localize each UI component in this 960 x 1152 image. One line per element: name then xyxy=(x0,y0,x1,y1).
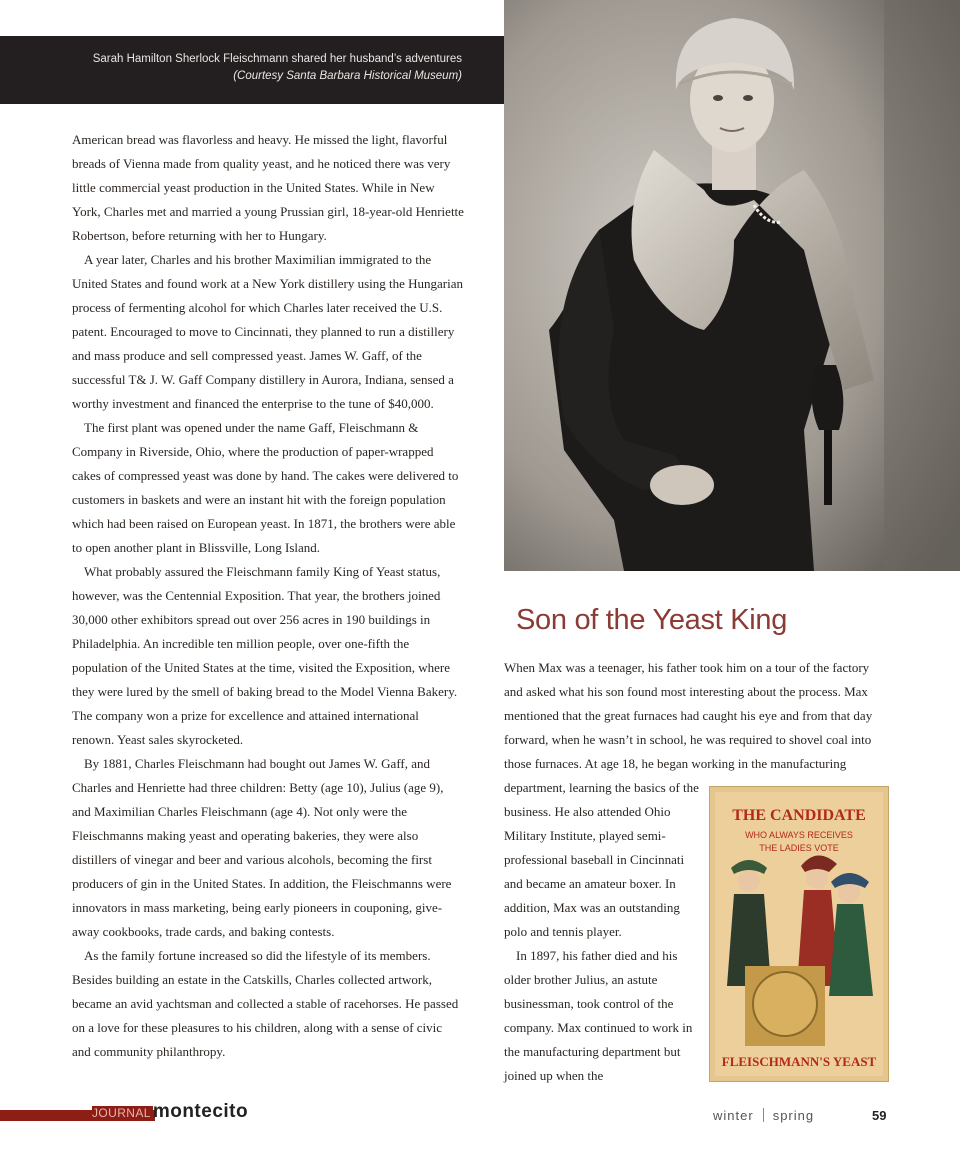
logo-montecito: montecito xyxy=(152,1101,249,1122)
section-heading: Son of the Yeast King xyxy=(516,604,788,636)
page-number: 59 xyxy=(872,1108,887,1123)
paragraph: As the family fortune increased so did the lifestyle of its members. Besides building an estate in the Catskills, Charles collected artwork, became an avid yachtsman and collected a stable of racehorses. He passed on a love for these pleasures to his children, along with a sense of civic and community philanthropy. xyxy=(72,948,459,1059)
paragraph: When Max was a teenager, his father took him on a tour of the factory and asked what his son found most interesting about the process. Max mentioned that the great furnaces had caught his eye and from that day forward, when he wasn’t in school, he was required to shovel coal into those furnaces. At age 18, he began working in the manufacturing xyxy=(504,660,873,771)
portrait-illustration xyxy=(504,0,960,571)
paragraph: By 1881, Charles Fleischmann had bought out James W. Gaff, and Charles and Henriette had three children: Betty (age 10), Julius (age 9), and Maximilian Charles Fleischmann (age 4). Not only were the Fleischmanns making yeast and operating bakeries, they were also distillers of vinegar and beer and various alcohols, becoming the first producers of gin in the United States. In addition, the Fleischmanns were innovators in mass marketing, being early pioneers in couponing, give-away cookbooks, trade cards, and baking contests. xyxy=(72,756,452,939)
tradecard-subtitle: THE LADIES VOTE xyxy=(759,843,839,853)
paragraph: A year later, Charles and his brother Maximilian immigrated to the United States and found work at a New York distillery using the Hungarian process of fermenting alcohol for which Charles later received the U.S. patent. Encouraged to move to Cincinnati, they planned to run a distillery and mass produce and sell compressed yeast. James W. Gaff, of the successful T& J. W. Gaff Company distillery in Aurora, Indiana, sensed a worthy investment and financed the enterprise to the tune of $40,000. xyxy=(72,252,464,411)
logo-journal: JOURNAL xyxy=(92,1106,151,1120)
paragraph: What probably assured the Fleischmann family King of Yeast status, however, was the Centennial Exposition. That year, the brothers joined 30,000 other exhibitors spread out over 256 acres in 190 buildings in Philadelphia. An incredible ten million people, over one-fifth the population of the United States at the time, visited the Exposition, where they were lured by the smell of baking bread to the Model Vienna Bakery. The company won a prize for excellence and attained international renown. Yeast sales skyrocketed. xyxy=(72,564,458,747)
tradecard-brand: FLEISCHMANN'S YEAST xyxy=(721,1054,877,1069)
paragraph: In 1897, his father died and his older brother Julius, an astute businessman, took control of the company. Max continued to work in the manufacturing department but joined up when the xyxy=(504,948,693,1083)
photo-caption xyxy=(0,36,504,104)
tradecard-illustration xyxy=(709,786,889,1082)
tradecard-title: THE CANDIDATE xyxy=(732,807,866,824)
tradecard-subtitle: WHO ALWAYS RECEIVES xyxy=(745,830,853,840)
portrait-photo xyxy=(504,0,960,571)
season-spring: spring xyxy=(772,1108,815,1123)
caption-credit: (Courtesy Santa Barbara Historical Museum) xyxy=(233,70,462,82)
narrow-text-block xyxy=(504,776,700,1088)
magazine-logo xyxy=(92,1101,248,1127)
tradecard-image xyxy=(709,786,889,1082)
paragraph: The first plant was opened under the name Gaff, Fleischmann & Company in Riverside, Ohio, where the production of paper-wrapped cakes of compressed yeast was done by hand. The cakes were delivered to customers in baskets and were an instant hit with the foreign population which had been raised on European yeast. In 1871, the brothers were able to open another plant in Blissville, Long Island. xyxy=(72,420,459,555)
paragraph: department, learning the basics of the business. He also attended Ohio Military Institute, played semi-professional baseball in Cincinnati and became an amateur boxer. In addition, Max was an outstanding polo and tennis player. xyxy=(504,780,699,939)
season-divider xyxy=(763,1108,764,1122)
season-winter: winter xyxy=(713,1108,754,1123)
paragraph: American bread was flavorless and heavy. He missed the light, flavorful breads of Vienna made from quality yeast, and he noticed there was very little commercial yeast production in the United States. While in New York, Charles met and married a young Prussian girl, 18-year-old Henriette Robertson, before returning with her to Hungary. xyxy=(72,132,464,243)
caption-text: Sarah Hamilton Sherlock Fleischmann shared her husband’s adventures xyxy=(92,53,462,65)
issue-season xyxy=(713,1108,814,1123)
left-column xyxy=(72,128,464,1064)
